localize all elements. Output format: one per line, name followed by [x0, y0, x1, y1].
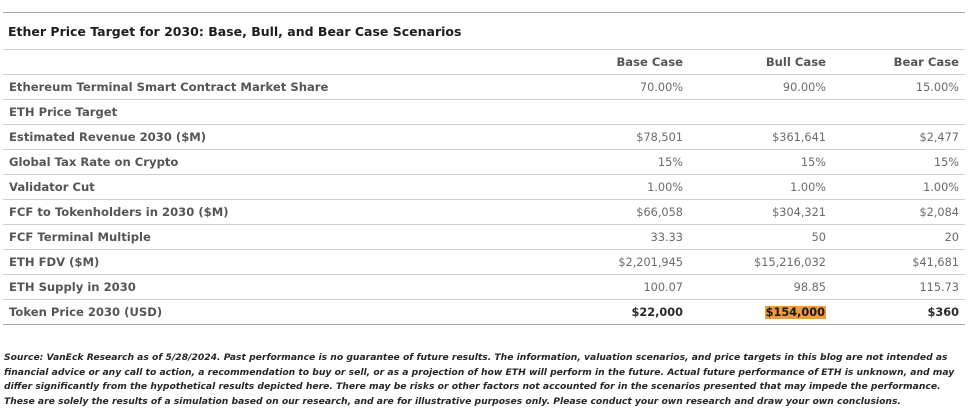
bull-value-cell [689, 300, 832, 325]
table-row [3, 100, 965, 125]
base-value: 70.00% [548, 75, 689, 100]
bear-value: 115.73 [832, 275, 965, 300]
table-row [3, 75, 965, 100]
bull-value: $304,321 [689, 200, 832, 225]
header-bull-case: Bull Case [689, 50, 832, 75]
header-bear-case: Bear Case [832, 50, 965, 75]
bear-value: $41,681 [832, 250, 965, 275]
table-title: Ether Price Target for 2030: Base, Bull, and Bear Case Scenarios [3, 12, 965, 50]
scenario-table [3, 50, 965, 325]
row-label: Ethereum Terminal Smart Contract Market Share [3, 75, 548, 100]
bear-value: 20 [832, 225, 965, 250]
bull-value: 1.00% [689, 175, 832, 200]
base-value: $2,201,945 [548, 250, 689, 275]
header-base-case: Base Case [548, 50, 689, 75]
bear-value: $2,084 [832, 200, 965, 225]
header-label [3, 50, 548, 75]
base-value: 33.33 [548, 225, 689, 250]
scenario-table-container [3, 12, 965, 325]
header-row [3, 50, 965, 75]
bull-value: 50 [689, 225, 832, 250]
bull-value: 98.85 [689, 275, 832, 300]
bull-value: 15% [689, 150, 832, 175]
bear-value: 15% [832, 150, 965, 175]
table-row [3, 175, 965, 200]
row-label: Token Price 2030 (USD) [3, 300, 548, 325]
row-label: ETH Price Target [3, 100, 548, 125]
table-row [3, 150, 965, 175]
bear-value: $2,477 [832, 125, 965, 150]
table-row-total [3, 300, 965, 325]
bear-value: 15.00% [832, 75, 965, 100]
bear-value [832, 100, 965, 125]
bear-value: 1.00% [832, 175, 965, 200]
base-value: 100.07 [548, 275, 689, 300]
table-row [3, 200, 965, 225]
bull-value [689, 100, 832, 125]
row-label: Global Tax Rate on Crypto [3, 150, 548, 175]
row-label: ETH Supply in 2030 [3, 275, 548, 300]
bull-value-highlight: $154,000 [765, 305, 825, 319]
base-value: $78,501 [548, 125, 689, 150]
table-row [3, 125, 965, 150]
table-row [3, 275, 965, 300]
base-value: 15% [548, 150, 689, 175]
base-value: $22,000 [548, 300, 689, 325]
base-value [548, 100, 689, 125]
row-label: FCF Terminal Multiple [3, 225, 548, 250]
row-label: FCF to Tokenholders in 2030 ($M) [3, 200, 548, 225]
bull-value: $361,641 [689, 125, 832, 150]
source-footnote: Source: VanEck Research as of 5/28/2024. Past performance is no guarantee of future results. The information, valuation scenarios, and price targets in this blog are not intended as financial advice or any call to action, a recommendation to buy or sell, or as a projection of how ETH will perform in the future. Actual future performance of ETH is unknown, and may differ significantly from the hypothetical results depicted here. There may be risks or other factors not accounted for in the scenarios presented that may impede the performance. These are solely the results of a simulation based on our research, and are for illustrative purposes only. Please conduct your own research and draw your own conclusions. [4, 352, 955, 407]
bull-value: 90.00% [689, 75, 832, 100]
table-row [3, 250, 965, 275]
bear-value: $360 [832, 300, 965, 325]
bull-value: $15,216,032 [689, 250, 832, 275]
row-label: Estimated Revenue 2030 ($M) [3, 125, 548, 150]
base-value: $66,058 [548, 200, 689, 225]
row-label: Validator Cut [3, 175, 548, 200]
table-row [3, 225, 965, 250]
base-value: 1.00% [548, 175, 689, 200]
row-label: ETH FDV ($M) [3, 250, 548, 275]
